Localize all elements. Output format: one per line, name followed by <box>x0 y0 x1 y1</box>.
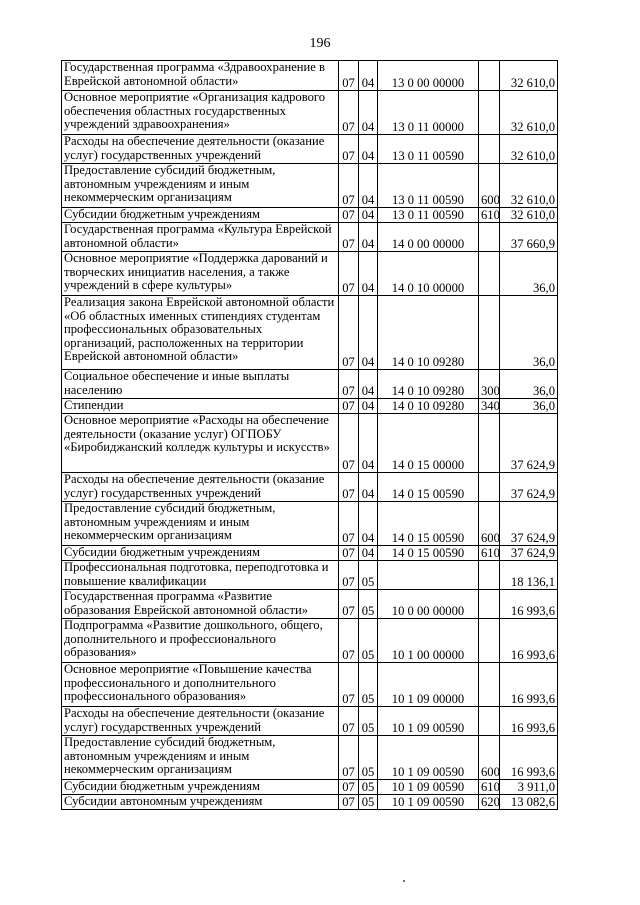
row-name: Основное мероприятие «Повышение качества профессионального и дополнительного профессионального образования» <box>62 663 339 707</box>
row-name: Профессиональная подготовка, переподготовка и повышение квалификации <box>62 561 339 590</box>
subsection-code: 04 <box>359 91 378 135</box>
expense-type-code <box>479 91 500 135</box>
section-code: 07 <box>339 590 359 619</box>
expense-type-code: 610 <box>479 208 500 223</box>
expense-type-code: 300 <box>479 370 500 399</box>
amount: 37 660,9 <box>500 223 558 252</box>
target-article-code: 14 0 15 00000 <box>378 414 479 473</box>
expense-type-code <box>479 252 500 296</box>
section-code: 07 <box>339 780 359 795</box>
target-article-code: 13 0 00 00000 <box>378 61 479 91</box>
row-name: Основное мероприятие «Поддержка дарований и творческих инициатив населения, а также учреждений в сфере культуры» <box>62 252 339 296</box>
target-article-code: 14 0 15 00590 <box>378 546 479 561</box>
expense-type-code <box>479 135 500 164</box>
target-article-code: 14 0 10 09280 <box>378 399 479 414</box>
row-name: Основное мероприятие «Организация кадрового обеспечения областных государственных учреждений здравоохранения» <box>62 91 339 135</box>
target-article-code: 10 1 09 00590 <box>378 707 479 736</box>
subsection-code: 04 <box>359 223 378 252</box>
table-row <box>62 252 558 296</box>
row-name: Реализация закона Еврейской автономной области «Об областных именных стипендиях студентам профессиональных образовательных организаций, расположенных на территории Еврейской автономной области» <box>62 296 339 370</box>
amount: 32 610,0 <box>500 135 558 164</box>
expense-type-code <box>479 663 500 707</box>
section-code: 07 <box>339 370 359 399</box>
table-row <box>62 546 558 561</box>
amount: 32 610,0 <box>500 91 558 135</box>
row-name: Субсидии бюджетным учреждениям <box>62 780 339 795</box>
amount: 36,0 <box>500 370 558 399</box>
subsection-code: 05 <box>359 561 378 590</box>
amount: 36,0 <box>500 252 558 296</box>
expense-type-code: 610 <box>479 780 500 795</box>
table-row <box>62 780 558 795</box>
row-name: Субсидии автономным учреждениям <box>62 795 339 810</box>
row-name: Субсидии бюджетным учреждениям <box>62 208 339 223</box>
target-article-code: 13 0 11 00590 <box>378 208 479 223</box>
target-article-code: 14 0 15 00590 <box>378 473 479 502</box>
target-article-code: 10 0 00 00000 <box>378 590 479 619</box>
target-article-code: 10 1 09 00590 <box>378 795 479 810</box>
subsection-code: 05 <box>359 780 378 795</box>
table-row <box>62 91 558 135</box>
amount: 3 911,0 <box>500 780 558 795</box>
expense-type-code: 610 <box>479 546 500 561</box>
section-code: 07 <box>339 252 359 296</box>
row-name: Государственная программа «Развитие образования Еврейской автономной области» <box>62 590 339 619</box>
subsection-code: 05 <box>359 707 378 736</box>
subsection-code: 05 <box>359 795 378 810</box>
subsection-code: 04 <box>359 414 378 473</box>
row-name: Основное мероприятие «Расходы на обеспечение деятельности (оказание услуг) ОГПОБУ «Биробиджанский колледж культуры и искусств» <box>62 414 339 473</box>
amount: 36,0 <box>500 399 558 414</box>
row-name: Предоставление субсидий бюджетным, автономным учреждениям и иным некоммерческим организациям <box>62 502 339 546</box>
amount: 16 993,6 <box>500 590 558 619</box>
subsection-code: 04 <box>359 473 378 502</box>
table-row <box>62 370 558 399</box>
target-article-code: 14 0 10 09280 <box>378 370 479 399</box>
target-article-code: 13 0 11 00590 <box>378 135 479 164</box>
amount: 16 993,6 <box>500 663 558 707</box>
table-row <box>62 296 558 370</box>
row-name: Стипендии <box>62 399 339 414</box>
subsection-code: 05 <box>359 590 378 619</box>
expense-type-code <box>479 223 500 252</box>
section-code: 07 <box>339 61 359 91</box>
subsection-code: 04 <box>359 296 378 370</box>
scan-dot <box>403 880 405 882</box>
table-row <box>62 590 558 619</box>
amount: 37 624,9 <box>500 502 558 546</box>
target-article-code: 13 0 11 00000 <box>378 91 479 135</box>
section-code: 07 <box>339 736 359 780</box>
section-code: 07 <box>339 164 359 208</box>
table-row <box>62 135 558 164</box>
target-article-code <box>378 561 479 590</box>
amount: 16 993,6 <box>500 707 558 736</box>
subsection-code: 04 <box>359 252 378 296</box>
section-code: 07 <box>339 619 359 663</box>
section-code: 07 <box>339 561 359 590</box>
amount: 37 624,9 <box>500 473 558 502</box>
target-article-code: 14 0 00 00000 <box>378 223 479 252</box>
amount: 16 993,6 <box>500 619 558 663</box>
target-article-code: 10 1 09 00590 <box>378 736 479 780</box>
section-code: 07 <box>339 795 359 810</box>
target-article-code: 10 1 00 00000 <box>378 619 479 663</box>
table-row <box>62 663 558 707</box>
row-name: Подпрограмма «Развитие дошкольного, общего, дополнительного и профессионального образования» <box>62 619 339 663</box>
table-row <box>62 795 558 810</box>
subsection-code: 04 <box>359 135 378 164</box>
expense-type-code <box>479 707 500 736</box>
section-code: 07 <box>339 502 359 546</box>
page-number: 196 <box>309 36 331 51</box>
target-article-code: 14 0 10 00000 <box>378 252 479 296</box>
amount: 32 610,0 <box>500 208 558 223</box>
subsection-code: 04 <box>359 502 378 546</box>
subsection-code: 04 <box>359 370 378 399</box>
expense-type-code <box>479 590 500 619</box>
amount: 37 624,9 <box>500 414 558 473</box>
row-name: Государственная программа «Культура Еврейской автономной области» <box>62 223 339 252</box>
section-code: 07 <box>339 414 359 473</box>
section-code: 07 <box>339 91 359 135</box>
row-name: Расходы на обеспечение деятельности (оказание услуг) государственных учреждений <box>62 707 339 736</box>
subsection-code: 04 <box>359 208 378 223</box>
row-name: Государственная программа «Здравоохранение в Еврейской автономной области» <box>62 61 339 91</box>
expense-type-code: 620 <box>479 795 500 810</box>
target-article-code: 10 1 09 00590 <box>378 780 479 795</box>
budget-table <box>61 60 558 810</box>
target-article-code: 13 0 11 00590 <box>378 164 479 208</box>
expense-type-code <box>479 561 500 590</box>
expense-type-code: 600 <box>479 164 500 208</box>
amount: 36,0 <box>500 296 558 370</box>
row-name: Предоставление субсидий бюджетным, автономным учреждениям и иным некоммерческим организациям <box>62 164 339 208</box>
amount: 16 993,6 <box>500 736 558 780</box>
amount: 32 610,0 <box>500 164 558 208</box>
table-row <box>62 164 558 208</box>
expense-type-code <box>479 619 500 663</box>
expense-type-code <box>479 473 500 502</box>
table-row <box>62 502 558 546</box>
section-code: 07 <box>339 135 359 164</box>
section-code: 07 <box>339 663 359 707</box>
table-row <box>62 707 558 736</box>
table-row <box>62 61 558 91</box>
table-row <box>62 223 558 252</box>
table-row <box>62 208 558 223</box>
amount: 37 624,9 <box>500 546 558 561</box>
row-name: Расходы на обеспечение деятельности (оказание услуг) государственных учреждений <box>62 135 339 164</box>
section-code: 07 <box>339 399 359 414</box>
subsection-code: 04 <box>359 399 378 414</box>
expense-type-code: 340 <box>479 399 500 414</box>
subsection-code: 05 <box>359 663 378 707</box>
table-row <box>62 619 558 663</box>
amount: 13 082,6 <box>500 795 558 810</box>
subsection-code: 04 <box>359 546 378 561</box>
target-article-code: 14 0 15 00590 <box>378 502 479 546</box>
section-code: 07 <box>339 707 359 736</box>
expense-type-code <box>479 296 500 370</box>
section-code: 07 <box>339 546 359 561</box>
section-code: 07 <box>339 473 359 502</box>
row-name: Социальное обеспечение и иные выплаты населению <box>62 370 339 399</box>
section-code: 07 <box>339 296 359 370</box>
row-name: Расходы на обеспечение деятельности (оказание услуг) государственных учреждений <box>62 473 339 502</box>
table-row <box>62 414 558 473</box>
amount: 18 136,1 <box>500 561 558 590</box>
table-row <box>62 736 558 780</box>
subsection-code: 05 <box>359 736 378 780</box>
section-code: 07 <box>339 223 359 252</box>
amount: 32 610,0 <box>500 61 558 91</box>
table-row <box>62 399 558 414</box>
expense-type-code: 600 <box>479 736 500 780</box>
section-code: 07 <box>339 208 359 223</box>
expense-type-code <box>479 61 500 91</box>
subsection-code: 05 <box>359 619 378 663</box>
table-row <box>62 561 558 590</box>
row-name: Субсидии бюджетным учреждениям <box>62 546 339 561</box>
row-name: Предоставление субсидий бюджетным, автономным учреждениям и иным некоммерческим организациям <box>62 736 339 780</box>
target-article-code: 10 1 09 00000 <box>378 663 479 707</box>
subsection-code: 04 <box>359 164 378 208</box>
expense-type-code: 600 <box>479 502 500 546</box>
expense-type-code <box>479 414 500 473</box>
table-row <box>62 473 558 502</box>
subsection-code: 04 <box>359 61 378 91</box>
target-article-code: 14 0 10 09280 <box>378 296 479 370</box>
